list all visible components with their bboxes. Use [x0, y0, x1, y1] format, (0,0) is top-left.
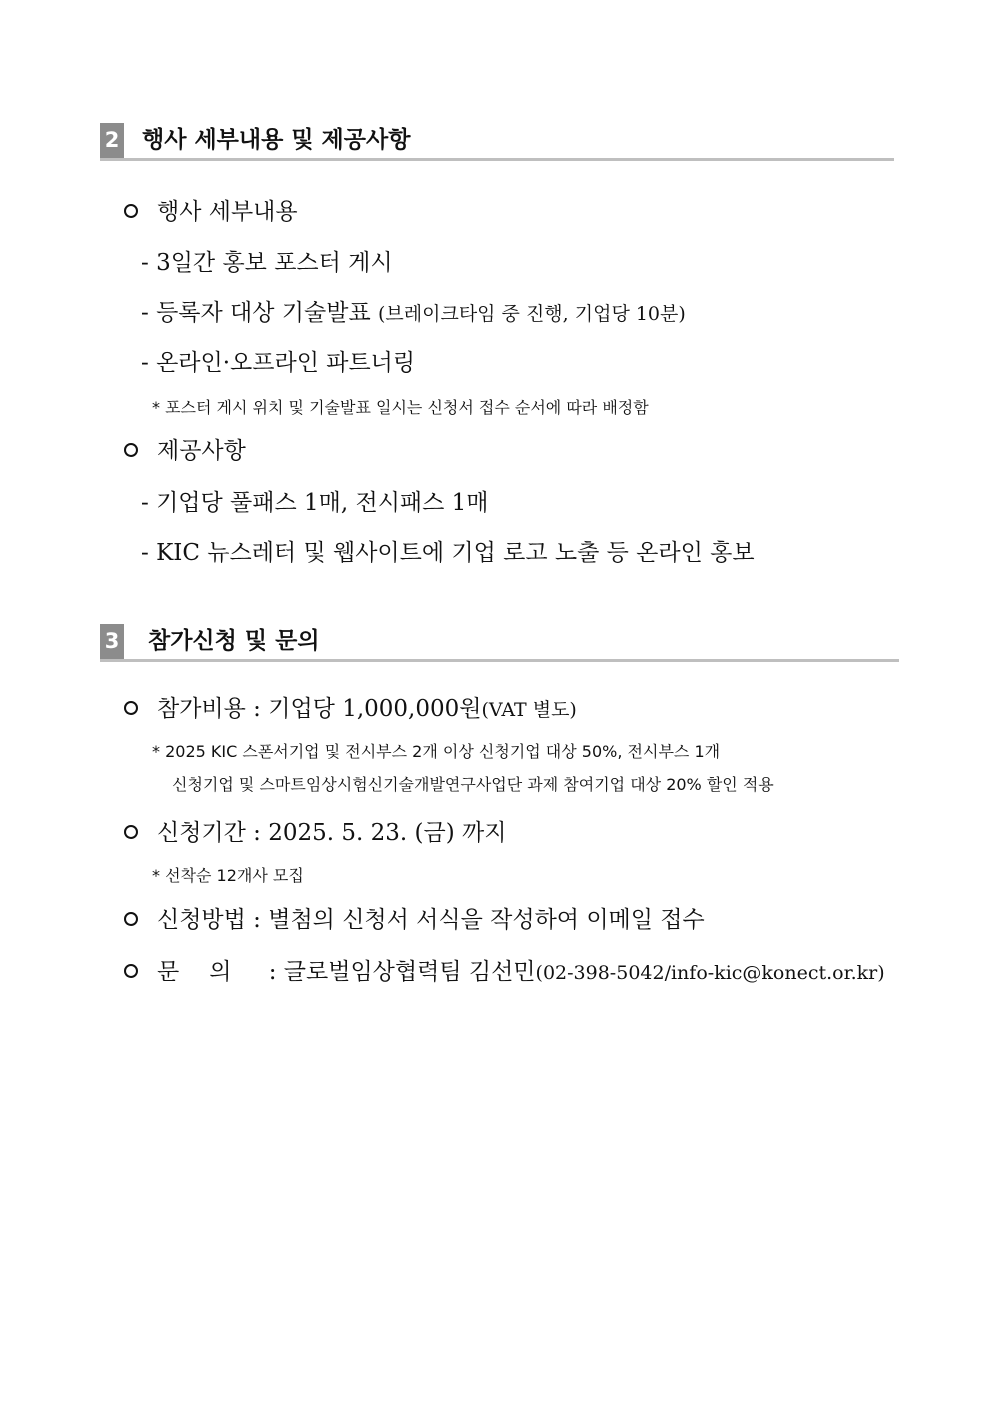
provisions-heading: 제공사항 [157, 438, 246, 464]
contact-detail: (02-398-5042/info-kic@konect.or.kr) [535, 962, 885, 984]
fee-note-line-1: * 2025 KIC 스폰서기업 및 전시부스 2개 이상 신청기업 대상 50%, 전시부스 1개 [152, 742, 721, 761]
contact-row [124, 953, 885, 986]
section-2-number: 2 [100, 123, 124, 158]
circle-bullet-icon [124, 912, 138, 926]
fee-suffix: (VAT 별도) [481, 699, 577, 721]
fee-note-line-2: 신청기업 및 스마트임상시험신기술개발연구사업단 과제 참여기업 대상 20% 할인 적용 [172, 775, 774, 794]
circle-bullet-icon [124, 204, 138, 218]
circle-bullet-icon [124, 443, 138, 457]
provisions-heading-row [124, 432, 246, 465]
circle-bullet-icon [124, 825, 138, 839]
contact-text: : 글로벌임상협력팀 김선민 [261, 959, 536, 985]
method-text: 신청방법 : 별첨의 신청서 서식을 작성하여 이메일 접수 [157, 907, 705, 933]
details-heading-row [124, 193, 298, 226]
provisions-item-1: - 기업당 풀패스 1매, 전시패스 1매 [141, 490, 489, 516]
period-text: 신청기간 : 2025. 5. 23. (금) 까지 [157, 820, 507, 846]
details-item-3 [141, 344, 415, 377]
details-item-2 [141, 294, 686, 327]
fee-text: 참가비용 : 기업당 1,000,000원 [157, 696, 482, 722]
circle-bullet-icon [124, 964, 138, 978]
fee-row [124, 690, 577, 723]
details-item-1 [141, 244, 393, 277]
section-2-header [100, 123, 894, 161]
section-2-title: 행사 세부내용 및 제공사항 [142, 127, 411, 153]
period-row [124, 814, 506, 847]
details-heading: 행사 세부내용 [157, 199, 298, 225]
details-note: * 포스터 게시 위치 및 기술발표 일시는 신청서 접수 순서에 따라 배정함 [152, 398, 649, 417]
provisions-item-2: - KIC 뉴스레터 및 웹사이트에 기업 로고 노출 등 온라인 홍보 [141, 540, 755, 566]
period-note: * 선착순 12개사 모집 [152, 866, 304, 885]
section-3-header [100, 624, 899, 662]
details-item-1-text: - 3일간 홍보 포스터 게시 [141, 250, 393, 276]
circle-bullet-icon [124, 701, 138, 715]
details-item-3-text: - 온라인·오프라인 파트너링 [141, 350, 416, 376]
method-row [124, 901, 705, 934]
details-item-2-sub: (브레이크타임 중 진행, 기업당 10분) [377, 303, 686, 325]
details-item-2-text: - 등록자 대상 기술발표 [141, 300, 378, 326]
contact-label: 문의 [157, 959, 262, 985]
section-3-number: 3 [100, 624, 124, 659]
section-3-title: 참가신청 및 문의 [148, 628, 320, 654]
